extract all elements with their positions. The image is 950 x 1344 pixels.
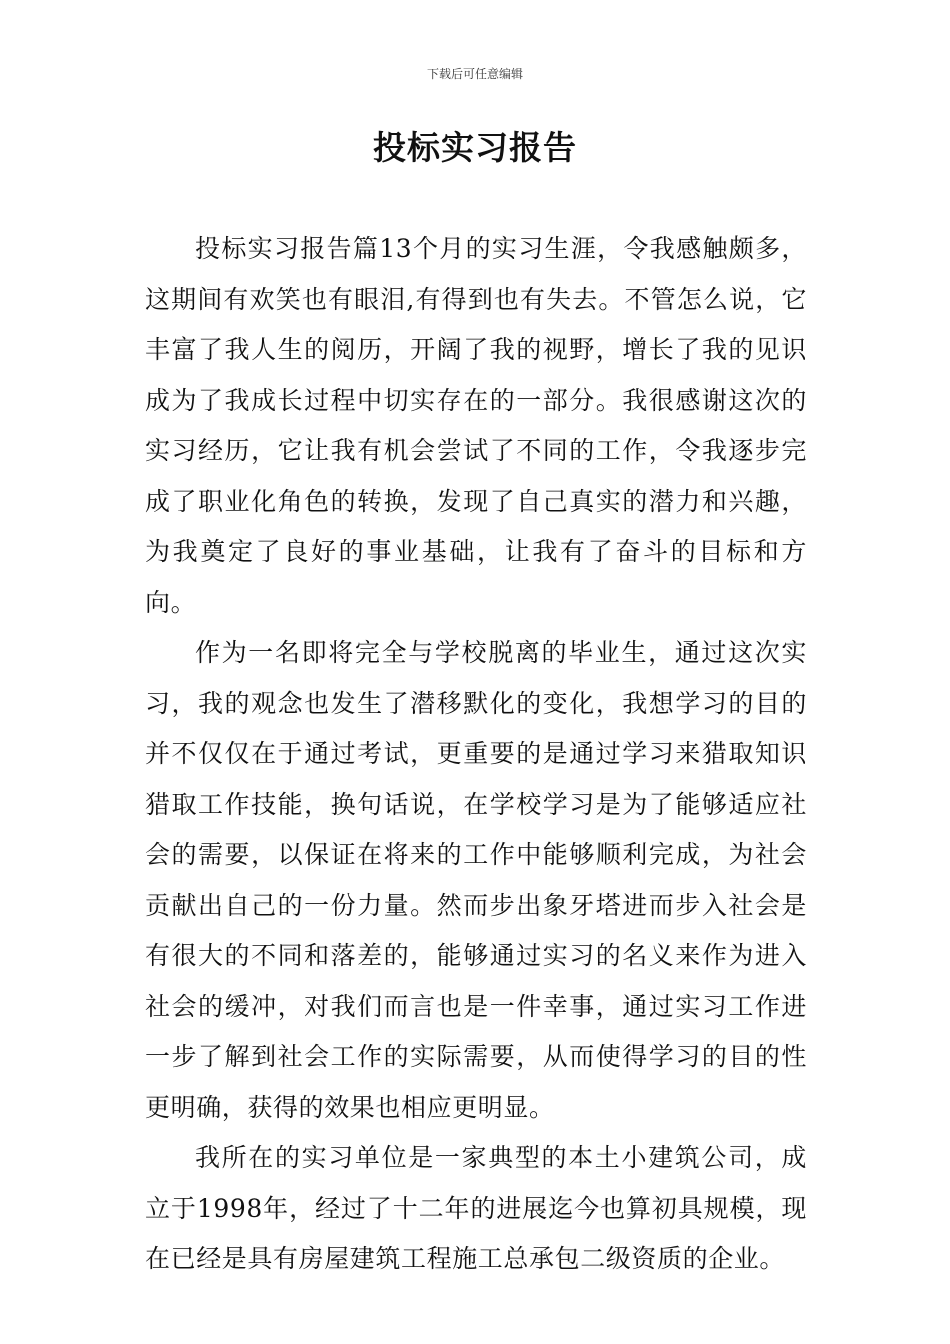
document-body <box>145 224 807 1285</box>
paragraph-2: 作为一名即将完全与学校脱离的毕业生，通过这次实习，我的观念也发生了潜移默化的变化，我想学习的目的并不仅仅在于通过考试，更重要的是通过学习来猎取知识猎取工作技能，换句话说，在学校学习是为了能够适应社会的需要，以保证在将来的工作中能够顺利完成，为社会贡献出自己的一份力量。然而步出象牙塔进而步入社会是有很大的不同和落差的，能够通过实习的名义来作为进入社会的缓冲，对我们而言也是一件幸事，通过实习工作进一步了解到社会工作的实际需要，从而使得学习的目的性更明确，获得的效果也相应更明显。 <box>145 638 807 1122</box>
paragraph-1: 投标实习报告篇13个月的实习生涯，令我感触颇多，这期间有欢笑也有眼泪,有得到也有失去。不管怎么说，它丰富了我人生的阅历，开阔了我的视野，增长了我的见识成为了我成长过程中切实存在的一部分。我很感谢这次的实习经历，它让我有机会尝试了不同的工作，令我逐步完成了职业化角色的转换，发现了自己真实的潜力和兴趣，为我奠定了良好的事业基础，让我有了奋斗的目标和方向。 <box>145 234 807 617</box>
header-note: 下载后可任意编辑 <box>426 67 523 81</box>
paragraph-3: 我所在的实习单位是一家典型的本土小建筑公司，成立于1998年，经过了十二年的进展迄今也算初具规模，现在已经是具有房屋建筑工程施工总承包二级资质的企业。 <box>145 1143 807 1273</box>
document-title: 投标实习报告 <box>373 128 577 167</box>
